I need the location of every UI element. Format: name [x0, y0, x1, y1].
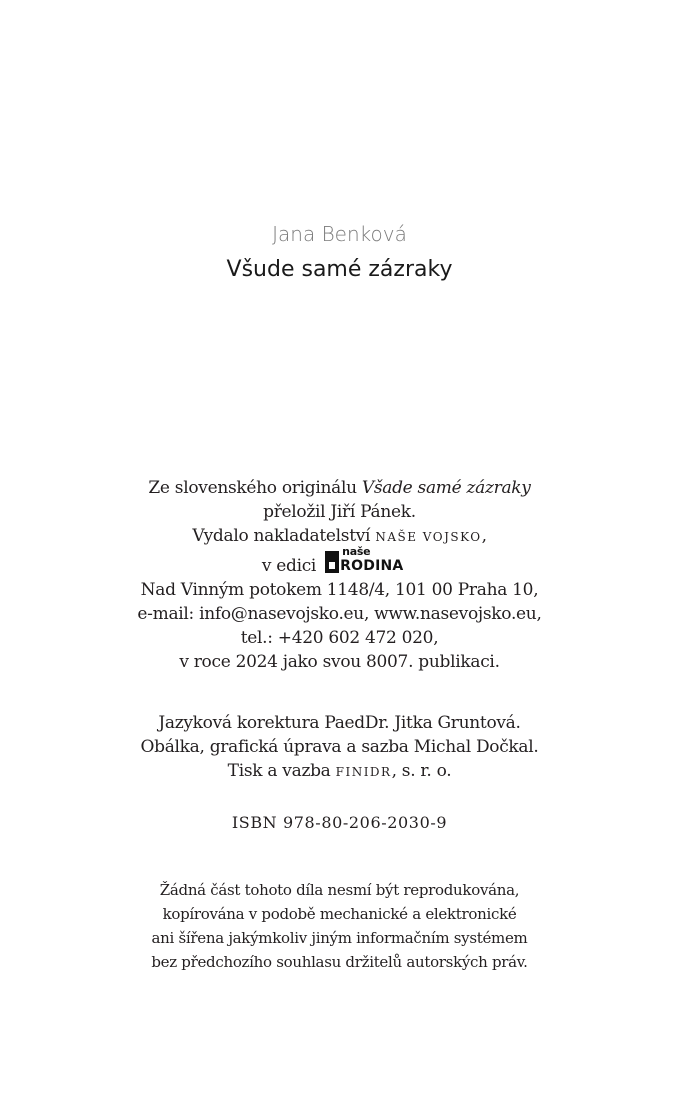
- edition-logo-big: RODINA: [340, 558, 404, 574]
- colophon-line-address: Nad Vinným potokem 1148/4, 101 00 Praha 10,: [140, 580, 539, 600]
- print-prefix: Tisk a vazba: [227, 761, 336, 781]
- colophon-line-translator: přeložil Jiří Pánek.: [263, 502, 416, 522]
- credits-proofreading: Jazyková korektura PaedDr. Jitka Gruntová.: [158, 713, 521, 733]
- credits: [0, 711, 679, 784]
- printer-name: FINIDR: [335, 765, 392, 779]
- edition-prefix: v edici: [261, 556, 322, 576]
- publisher-name: NAŠE VOJSKO: [375, 530, 482, 544]
- colophon-line-year: v roce 2024 jako svou 8007. publikaci.: [179, 652, 500, 672]
- credits-design: Obálka, grafická úprava a sazba Michal Dočkal.: [140, 737, 539, 757]
- edition-logo-small: naše: [342, 545, 371, 558]
- colophon-original-prefix: Ze slovenského originálu: [148, 478, 362, 498]
- notice-line: Žádná část tohoto díla nesmí být reprodukována,: [159, 881, 520, 899]
- publisher-prefix: Vydalo nakladatelství: [192, 526, 376, 546]
- colophon-line-contact: e-mail: info@nasevojsko.eu, www.nasevojsko.eu,: [137, 604, 542, 624]
- edition-logo-mark-icon: [325, 551, 339, 573]
- colophon: [0, 476, 679, 674]
- author-name: Jana Benková: [272, 222, 407, 246]
- copyright-notice: [0, 878, 679, 974]
- colophon-line-original: [28, 476, 651, 500]
- colophon-line-publisher: [28, 524, 651, 549]
- colophon-line-edition: [28, 545, 651, 578]
- notice-line: ani šířena jakýmkoliv jiným informačním systémem: [151, 929, 528, 947]
- edition-logo: [325, 545, 417, 575]
- publisher-suffix: ,: [481, 526, 487, 546]
- book-title: Všude samé zázraky: [226, 257, 453, 282]
- isbn: ISBN 978-80-206-2030-9: [231, 813, 448, 832]
- notice-line: bez předchozího souhlasu držitelů autorských práv.: [151, 953, 528, 971]
- notice-line: kopírována v podobě mechanické a elektronické: [162, 905, 517, 923]
- credits-print: [0, 759, 679, 784]
- colophon-line-phone: tel.: +420 602 472 020,: [240, 628, 439, 648]
- print-suffix: , s. r. o.: [391, 761, 452, 781]
- original-title: Všade samé zázraky: [361, 478, 531, 498]
